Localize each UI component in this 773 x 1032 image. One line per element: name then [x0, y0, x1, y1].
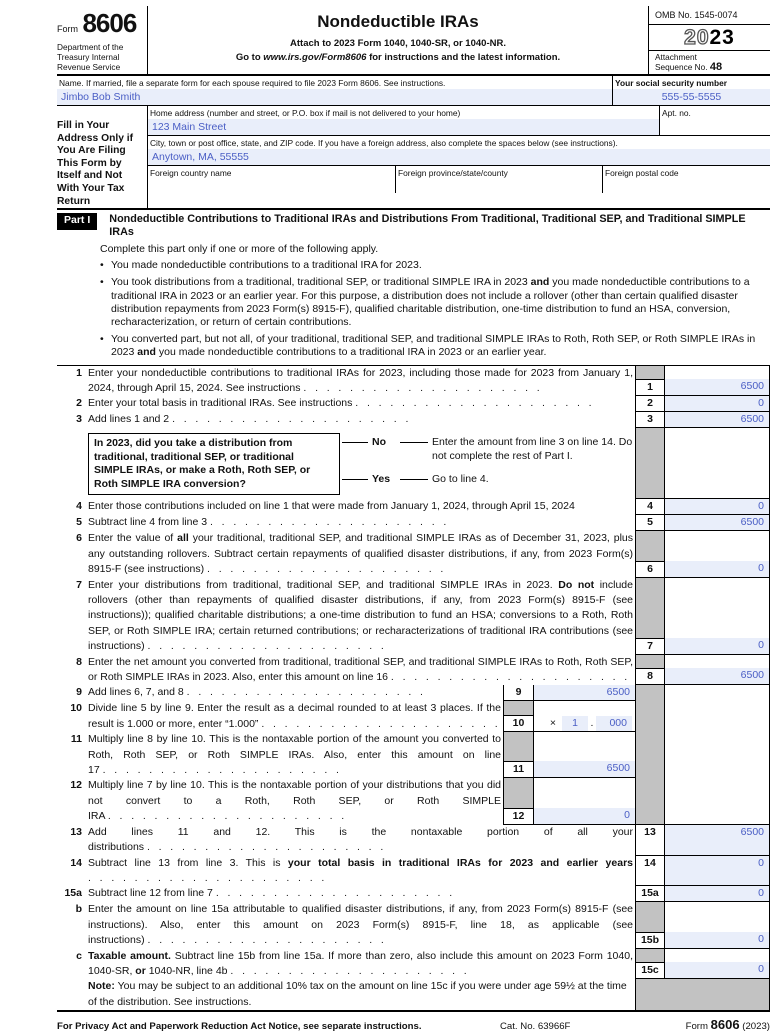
- line-8-label: Enter the net amount you converted from traditional, traditional SEP, and traditional SIMPLE IRAs to Roth, Roth SEP, or Roth SIMPLE IRAs in 2023. Also, enter this amount on line 16 . .: [88, 655, 635, 686]
- blank-cell: [664, 732, 770, 778]
- line-6-boxcol: [635, 531, 664, 577]
- form-title: Nondeductible IRAs: [317, 12, 479, 31]
- line-13-value[interactable]: 6500: [665, 825, 769, 855]
- no-branch: [340, 436, 635, 463]
- line-15b-box: 15b: [636, 932, 664, 948]
- shaded-cell: [636, 366, 664, 380]
- line-4-row: [57, 499, 770, 515]
- attach-instruction: Attach to 2023 Form 1040, 1040-SR, or 1040-NR.: [290, 38, 506, 49]
- goto-prefix: Go to: [235, 52, 264, 63]
- line-8-value[interactable]: 6500: [665, 668, 769, 684]
- line-9-row: [57, 685, 770, 701]
- line-10-valcol: [533, 701, 635, 732]
- line-15b-number: b: [75, 903, 82, 916]
- line-10-decimal[interactable]: 000: [596, 716, 632, 731]
- line-15c-row: [57, 949, 770, 980]
- line-8-box: 8: [636, 668, 664, 684]
- blank-cell: [665, 531, 769, 560]
- shaded-cell: [504, 732, 533, 761]
- question-area: [57, 428, 635, 499]
- bullet-item: [100, 259, 770, 272]
- city-block: [148, 136, 770, 166]
- attachment-word: Attachment: [655, 52, 697, 62]
- line-10-integer[interactable]: 1: [562, 716, 588, 731]
- shaded-cell: [636, 949, 664, 963]
- distribution-question-row: [57, 428, 770, 499]
- line-2-value[interactable]: 0: [665, 396, 769, 411]
- shaded-cell: [635, 979, 770, 1010]
- line-3-valcol: [664, 412, 770, 428]
- apt-field[interactable]: [660, 119, 770, 135]
- line-5-box: 5: [636, 515, 664, 530]
- line-15b-row: [57, 902, 770, 948]
- line-9-boxcol: [503, 685, 533, 701]
- line-10-multiplier: [534, 715, 635, 731]
- yes-branch: [340, 473, 635, 487]
- sequence-word: Sequence No.: [655, 61, 710, 72]
- shaded-cell: [636, 655, 664, 669]
- footer-form-number: 8606: [710, 1017, 740, 1032]
- line-14-row: [57, 856, 770, 887]
- line-9-box: 9: [504, 685, 533, 700]
- line-12-value[interactable]: 0: [534, 808, 635, 824]
- attachment-sequence: [649, 50, 770, 74]
- part1-lines: [57, 365, 770, 1011]
- connector-line: [400, 479, 428, 480]
- connector-line: [342, 442, 368, 443]
- blank-cell: [534, 701, 635, 715]
- blank-cell: [665, 366, 769, 380]
- line-2-label: Enter your total basis in traditional IRAs. See instructions . .: [88, 396, 635, 412]
- decimal-point: .: [590, 716, 594, 729]
- line-6-number: 6: [76, 532, 82, 545]
- line-15a-row: [57, 886, 770, 902]
- form-footer-id: [650, 1017, 770, 1032]
- bullet-text: You made nondeductible contributions to a traditional IRA for 2023.: [111, 259, 422, 272]
- blank-cell: [664, 428, 770, 499]
- line-12-label: Multiply line 7 by line 10. This is the nontaxable portion of your distributions that you did not convert to a Roth, Roth SEP, or Roth SIMPLE IRA . .: [88, 778, 503, 824]
- apt-block: [660, 106, 770, 135]
- part1-bullets: [100, 259, 770, 359]
- line-6-label: Enter the value of all your traditional, traditional SEP, and traditional SIMPLE IRAs as of December 31, 2023, plus any outstanding rollovers. Subtract certain repayments of qualified disaster distributions, if any, from 2023 Form(s) 8915-F (see instructions) . .: [88, 531, 635, 577]
- form-word: Form: [57, 24, 78, 34]
- bullet-text: You converted part, but not all, of your traditional, traditional SEP, and traditional SIMPLE IRAs to Roth, Roth SEP, or Roth SIMPLE IRAs in 2023 and you made nondeductible contributions to a traditional IRA in 2023 or an earlier year.: [111, 333, 756, 359]
- goto-instruction: [154, 52, 642, 63]
- multiply-icon: ×: [549, 716, 556, 729]
- name-ssn-row: [57, 76, 770, 106]
- line-11-box: 11: [504, 761, 533, 777]
- line-3-number: 3: [76, 413, 82, 426]
- yes-instruction: Go to line 4.: [432, 473, 489, 486]
- line-15a-boxcol: [635, 886, 664, 902]
- bullet-item: [100, 333, 770, 359]
- shaded-cell: [504, 778, 533, 807]
- line-10-box: 10: [504, 715, 533, 731]
- line-8-valcol: [664, 655, 770, 686]
- line-10-boxcol: [503, 701, 533, 732]
- line-15a-label: Subtract line 12 from line 7 . .: [88, 886, 635, 902]
- line-2-valcol: [664, 396, 770, 412]
- foreign-province-block[interactable]: [396, 166, 603, 193]
- omb-block: [648, 6, 770, 74]
- line-14-label: Subtract line 13 from line 3. This is your total basis in traditional IRAs for 2023 and earlier years . .: [88, 856, 635, 887]
- question-answers: [340, 433, 635, 495]
- foreign-province-label: Foreign province/state/county: [398, 168, 508, 178]
- agency-name: Department of the Treasury Internal Revenue Service: [57, 42, 124, 72]
- home-address-field[interactable]: 123 Main Street: [148, 119, 659, 135]
- city-field[interactable]: Anytown, MA, 55555: [148, 149, 770, 165]
- bullet-icon: •: [100, 259, 104, 272]
- line-5-row: [57, 515, 770, 531]
- note-spacer: [57, 979, 88, 1010]
- no-label: No: [372, 436, 386, 449]
- shaded-cell: [635, 701, 664, 732]
- line-7-row: [57, 578, 770, 655]
- address-section: [57, 106, 770, 210]
- line-3-row: [57, 412, 770, 428]
- line-4-value[interactable]: 0: [665, 499, 769, 514]
- footer-form-year: (2023): [742, 1021, 770, 1032]
- line-6-row: [57, 531, 770, 577]
- shaded-cell: [504, 701, 533, 715]
- line-1-boxcol: [635, 366, 664, 397]
- shaded-cell: [635, 778, 664, 824]
- foreign-postal-block[interactable]: [603, 166, 770, 193]
- line-7-valcol: [664, 578, 770, 655]
- line-12-box: 12: [504, 808, 533, 824]
- shaded-cell: [636, 902, 664, 931]
- line-11-valcol: [533, 732, 635, 778]
- line-4-boxcol: [635, 499, 664, 515]
- line-9-value[interactable]: 6500: [534, 685, 635, 700]
- shaded-cell: [635, 732, 664, 778]
- catalog-number: Cat. No. 63966F: [500, 1021, 571, 1032]
- line-1-number: 1: [76, 366, 82, 379]
- line-7-value[interactable]: 0: [665, 638, 769, 654]
- foreign-address-row: [148, 166, 770, 193]
- address-fields: [147, 106, 770, 208]
- name-label: Name. If married, file a separate form for each spouse required to file 2023 Form 8606. See instructions.: [59, 78, 446, 88]
- line-9-valcol: [533, 685, 635, 701]
- blank-cell: [664, 778, 770, 824]
- line-12-row: [57, 778, 770, 824]
- shaded-cell: [636, 578, 664, 638]
- line-11-row: [57, 732, 770, 778]
- line-7-label: Enter your distributions from traditional, traditional SEP, and traditional SIMPLE IRAs in 2023. Do not include rollovers (other than repayments of qualified disaster distributions, if any, from 2023 Form(s) 8915-F (see instructions)); qualified charitable distributions; a one-time distribution to fund an HSA; conversions to a Roth, Roth SEP, or Roth SIMPLE IRA; certain returned contributions; or recharacterizations of traditional IRA contributions (see instructions) . .: [88, 578, 635, 655]
- blank-cell: [664, 701, 770, 732]
- note-text: Note: You may be subject to an additional 10% tax on the amount on line 15c if you were under age 59½ at the time of the distribution. See instructions.: [88, 980, 627, 1008]
- line-8-boxcol: [635, 655, 664, 686]
- line-9-label: Add lines 6, 7, and 8 . .: [88, 685, 503, 701]
- yes-label: Yes: [372, 473, 391, 486]
- line-6-valcol: [664, 531, 770, 577]
- line-15c-boxcol: [635, 949, 664, 980]
- line-15a-number: 15a: [64, 887, 82, 900]
- ssn-label: Your social security number: [615, 78, 728, 88]
- line-14-value[interactable]: 0: [665, 856, 769, 886]
- apt-label: Apt. no.: [662, 108, 691, 118]
- line-15b-label: Enter the amount on line 15a attributable to qualified disaster distributions, if any, from 2023 Form(s) 8915-F (see instructions). Also, enter this amount on 2023 Form(s) 8915-F, line 18, as applicable (see instructions) . .: [88, 902, 635, 948]
- line-14-valcol: [664, 856, 770, 887]
- blank-cell: [665, 578, 769, 638]
- form-title-block: [148, 6, 648, 74]
- name-block: [57, 76, 612, 105]
- ssn-field[interactable]: 555-55-5555: [613, 89, 770, 105]
- line-13-boxcol: [635, 825, 664, 856]
- line-15c-value[interactable]: 0: [665, 962, 769, 978]
- form-footer: [57, 1012, 770, 1032]
- line-3-label: Add lines 1 and 2 . .: [88, 412, 635, 428]
- line-4-valcol: [664, 499, 770, 515]
- foreign-country-block[interactable]: [148, 166, 396, 193]
- ssn-block: [612, 76, 770, 105]
- bullet-item: [100, 276, 770, 329]
- home-address-block: [148, 106, 660, 135]
- connector-line: [342, 479, 368, 480]
- note-row: [57, 979, 770, 1010]
- city-label: City, town or post office, state, and ZIP code. If you have a foreign address, also complete the spaces below (see instructions).: [150, 138, 618, 148]
- form-number-block: [57, 6, 148, 74]
- line-1-box: 1: [636, 379, 664, 395]
- line-5-valcol: [664, 515, 770, 531]
- omb-number: OMB No. 1545-0074: [649, 6, 770, 25]
- line-14-number: 14: [70, 856, 82, 869]
- line-2-box: 2: [636, 396, 664, 411]
- line-13-box: 13: [636, 825, 664, 855]
- line-1-valcol: [664, 366, 770, 397]
- line-15a-box: 15a: [636, 886, 664, 901]
- line-1-row: [57, 366, 770, 397]
- foreign-country-label: Foreign country name: [150, 168, 232, 178]
- line-4-number: 4: [76, 500, 82, 513]
- line-15c-label: Taxable amount. Subtract line 15b from line 15a. If more than zero, also include this amount on 2023 Form 1040, 1040-SR, or 1040-NR, line 4b . .: [88, 949, 635, 980]
- sequence-number: 48: [709, 60, 723, 73]
- line-15c-box: 15c: [636, 962, 664, 978]
- line-3-value[interactable]: 6500: [665, 412, 769, 427]
- line-3-boxcol: [635, 412, 664, 428]
- privacy-notice: For Privacy Act and Paperwork Reduction Act Notice, see separate instructions.: [57, 1021, 422, 1032]
- line-9-number: 9: [76, 686, 82, 699]
- line-14-box: 14: [636, 856, 664, 886]
- bullet-icon: •: [100, 276, 104, 289]
- line-13-label: Add lines 11 and 12. This is the nontaxable portion of all your distributions . .: [88, 825, 635, 856]
- line-2-number: 2: [76, 397, 82, 410]
- line-8-number: 8: [76, 655, 82, 668]
- line-1-value[interactable]: 6500: [665, 379, 769, 395]
- line-7-number: 7: [76, 578, 82, 591]
- line-10-label: Divide line 5 by line 9. Enter the result as a decimal rounded to at least 3 places. If the result is 1.000 or more, enter “1.000” . .: [88, 701, 503, 732]
- line-12-boxcol: [503, 778, 533, 824]
- line-1-label: Enter your nondeductible contributions to traditional IRAs for 2023, including those made for 2023 from January 1, 2024, through April 15, 2024. See instructions . .: [88, 366, 635, 397]
- line-2-row: [57, 396, 770, 412]
- line-15c-valcol: [664, 949, 770, 980]
- line-13-valcol: [664, 825, 770, 856]
- line-7-boxcol: [635, 578, 664, 655]
- shaded-cell: [636, 531, 664, 560]
- line-15c-number: c: [76, 949, 82, 962]
- tax-year: [649, 25, 770, 50]
- no-instruction: Enter the amount from line 3 on line 14. Do not complete the rest of Part I.: [432, 436, 633, 462]
- line-10-row: [57, 701, 770, 732]
- part1-intro: Complete this part only if one or more of the following apply.: [100, 243, 379, 256]
- bullet-icon: •: [100, 333, 104, 346]
- line-13-number: 13: [70, 825, 82, 838]
- bullet-text: You took distributions from a traditional, traditional SEP, or traditional SIMPLE IRA in 2023 and you made nondeductible contributions to a traditional IRA in 2023 or an earlier year. For this purpose, a distribution does not include a rollover (other than certain qualified disaster distribution repayments from 2023 Form(s) 8915-F), qualified charitable distribution, one-time distribution to fund an HSA, conversion, recharacterization, or return of certain contributions.: [111, 276, 750, 328]
- line-5-label: Subtract line 4 from line 3 . .: [88, 515, 635, 531]
- line-2-boxcol: [635, 396, 664, 412]
- distribution-question-box: In 2023, did you take a distribution from traditional, traditional SEP, or traditional SIMPLE IRAs, or make a Roth, Roth SEP, or Roth SIMPLE IRA conversion?: [88, 433, 340, 495]
- line-5-boxcol: [635, 515, 664, 531]
- line-5-number: 5: [76, 516, 82, 529]
- line-13-row: [57, 825, 770, 856]
- blank-cell: [664, 685, 770, 701]
- address-sidebar-label: Fill in Your Address Only if You Are Filing This Form by Itself and Not With Your Tax Return: [57, 120, 134, 207]
- blank-cell: [665, 655, 769, 669]
- shaded-cell: [635, 428, 664, 499]
- line-6-box: 6: [636, 561, 664, 577]
- blank-cell: [665, 949, 769, 963]
- line-15b-boxcol: [635, 902, 664, 948]
- part1-header: [57, 213, 770, 239]
- blank-cell: [534, 778, 635, 807]
- part1-title: Nondeductible Contributions to Traditional IRAs and Distributions From Traditional, Traditional SEP, and Traditional SIMPLE IRAs: [109, 213, 746, 239]
- foreign-postal-label: Foreign postal code: [605, 168, 679, 178]
- line-5-value[interactable]: 6500: [665, 515, 769, 530]
- home-address-label: Home address (number and street, or P.O. box if mail is not delivered to your home): [150, 108, 461, 118]
- blank-cell: [665, 902, 769, 931]
- line-11-value[interactable]: 6500: [534, 761, 635, 777]
- line-10-number: 10: [70, 702, 82, 715]
- line-14-boxcol: [635, 856, 664, 887]
- connector-line: [400, 442, 428, 443]
- line-3-box: 3: [636, 412, 664, 427]
- line-15a-valcol: [664, 886, 770, 902]
- line-6-value[interactable]: 0: [665, 561, 769, 577]
- name-field[interactable]: Jimbo Bob Smith: [57, 89, 612, 105]
- line-4-box: 4: [636, 499, 664, 514]
- year-solid: 23: [709, 26, 735, 49]
- shaded-cell: [635, 685, 664, 701]
- line-15b-valcol: [664, 902, 770, 948]
- line-11-boxcol: [503, 732, 533, 778]
- part1-badge: Part I: [57, 213, 97, 230]
- line-8-row: [57, 655, 770, 686]
- line-7-box: 7: [636, 638, 664, 654]
- line-15a-value[interactable]: 0: [665, 886, 769, 901]
- form-header: [57, 6, 770, 76]
- blank-cell: [534, 732, 635, 761]
- line-12-number: 12: [70, 779, 82, 792]
- line-11-label: Multiply line 8 by line 10. This is the nontaxable portion of the amount you converted to Roth, Roth SEP, or Roth SIMPLE IRAs. Also, enter this amount on line 17 . .: [88, 732, 503, 778]
- goto-suffix: for instructions and the latest information.: [366, 52, 561, 63]
- line-15b-value[interactable]: 0: [665, 932, 769, 948]
- form-number: 8606: [82, 8, 137, 38]
- line-12-valcol: [533, 778, 635, 824]
- line-11-number: 11: [70, 733, 82, 746]
- line-4-label: Enter those contributions included on line 1 that were made from January 1, 2024, through April 15, 2024: [88, 500, 575, 513]
- footer-form-word: Form: [685, 1021, 708, 1032]
- irs-url: www.irs.gov/Form8606: [263, 52, 367, 63]
- year-outline: 20: [684, 26, 710, 49]
